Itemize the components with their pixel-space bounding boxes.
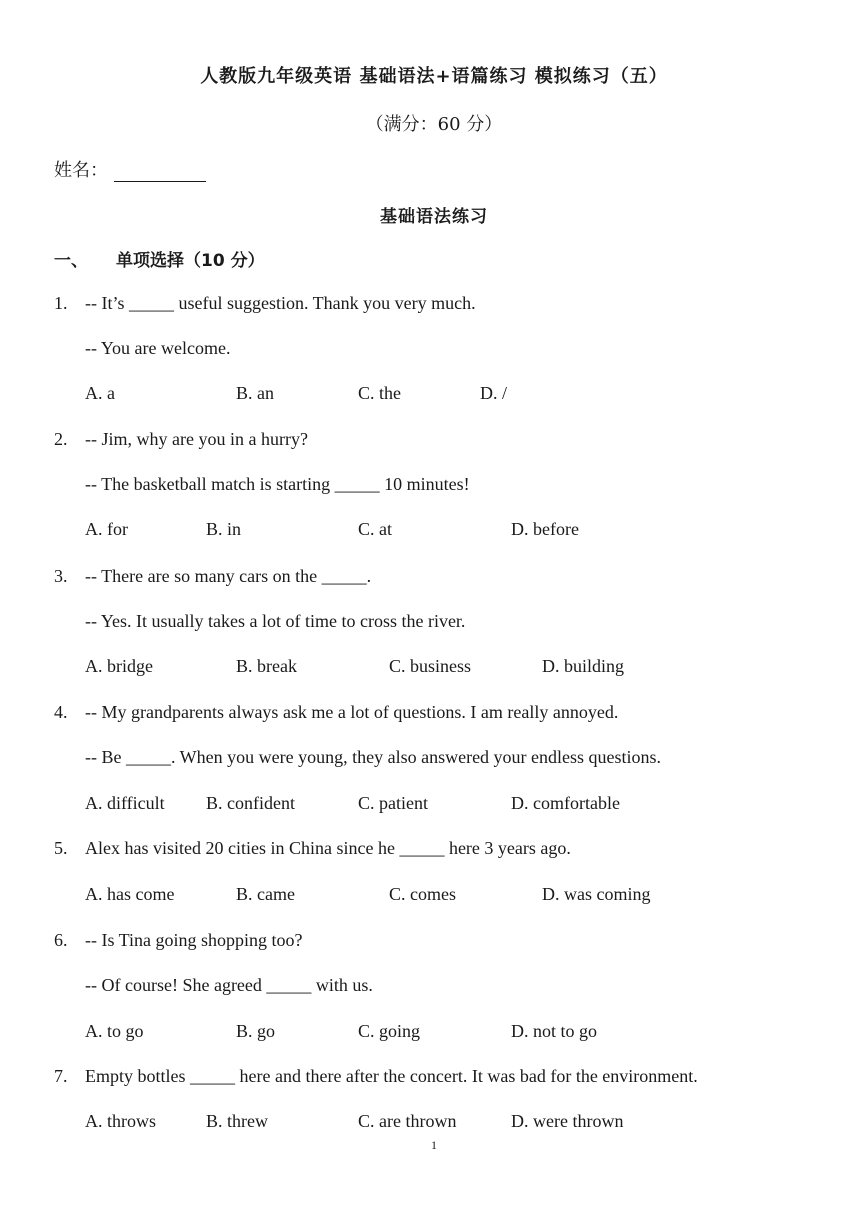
answer-option[interactable]: B. an [236,383,274,403]
question-text: -- There are so many cars on the _____. [85,566,372,586]
question-text: -- You are welcome. [85,338,231,358]
answer-option[interactable]: C. at [358,519,392,539]
answer-option[interactable]: D. / [480,383,507,403]
answer-option[interactable]: A. to go [85,1021,144,1041]
answer-option[interactable]: B. break [236,656,297,676]
question-text: Empty bottles _____ here and there after the concert. It was bad for the environment. [85,1066,698,1086]
answer-option[interactable]: A. bridge [85,656,153,676]
answer-option[interactable]: D. building [542,656,625,676]
question-number: 5. [54,838,68,858]
answer-option[interactable]: C. the [358,383,401,403]
answer-option[interactable]: B. came [236,884,295,904]
part-heading [54,246,265,271]
question-number: 7. [54,1066,68,1086]
name-blank-line[interactable] [114,163,206,182]
answer-option[interactable]: D. comfortable [511,793,620,813]
answer-option[interactable]: A. for [85,519,128,539]
section-title: 基础语法练习 [380,207,488,227]
page-number: 1 [431,1138,437,1152]
question-text: -- Is Tina going shopping too? [85,930,303,950]
page-title: 人教版九年级英语 基础语法+语篇练习 模拟练习（五） [200,66,668,87]
question-text: -- Of course! She agreed _____ with us. [85,975,373,995]
answer-option[interactable]: A. difficult [85,793,165,813]
answer-option[interactable]: A. throws [85,1111,156,1131]
question-number: 3. [54,566,68,586]
answer-option[interactable]: B. threw [206,1111,268,1131]
answer-option[interactable]: D. not to go [511,1021,598,1041]
part-title: 单项选择（10 分） [116,251,265,271]
question-number: 6. [54,930,68,950]
answer-option[interactable]: B. confident [206,793,295,813]
question-text: Alex has visited 20 cities in China since he _____ here 3 years ago. [85,838,571,858]
question-number: 2. [54,429,68,449]
part-number: 一、 [54,251,88,271]
answer-option[interactable]: B. go [236,1021,276,1041]
answer-option[interactable]: D. was coming [542,884,651,904]
question-text: -- It’s _____ useful suggestion. Thank you very much. [85,293,476,313]
answer-option[interactable]: C. going [358,1021,421,1041]
answer-option[interactable]: D. were thrown [511,1111,624,1131]
answer-option[interactable]: A. has come [85,884,175,904]
answer-option[interactable]: B. in [206,519,242,539]
name-field-row [54,156,206,182]
question-text: -- My grandparents always ask me a lot of questions. I am really annoyed. [85,702,619,722]
question-text: -- Be _____. When you were young, they also answered your endless questions. [85,747,662,767]
question-text: -- Jim, why are you in a hurry? [85,429,308,449]
answer-option[interactable]: D. before [511,519,579,539]
score-note: （满分：60 分） [365,114,503,135]
name-label: 姓名： [54,160,108,181]
question-text: -- The basketball match is starting _____ 10 minutes! [85,474,470,494]
question-text: -- Yes. It usually takes a lot of time to cross the river. [85,611,466,631]
answer-option[interactable]: C. patient [358,793,428,813]
answer-option[interactable]: C. comes [389,884,456,904]
answer-option[interactable]: C. business [389,656,472,676]
question-number: 1. [54,293,68,313]
answer-option[interactable]: A. a [85,383,115,403]
answer-option[interactable]: C. are thrown [358,1111,457,1131]
question-number: 4. [54,702,68,722]
